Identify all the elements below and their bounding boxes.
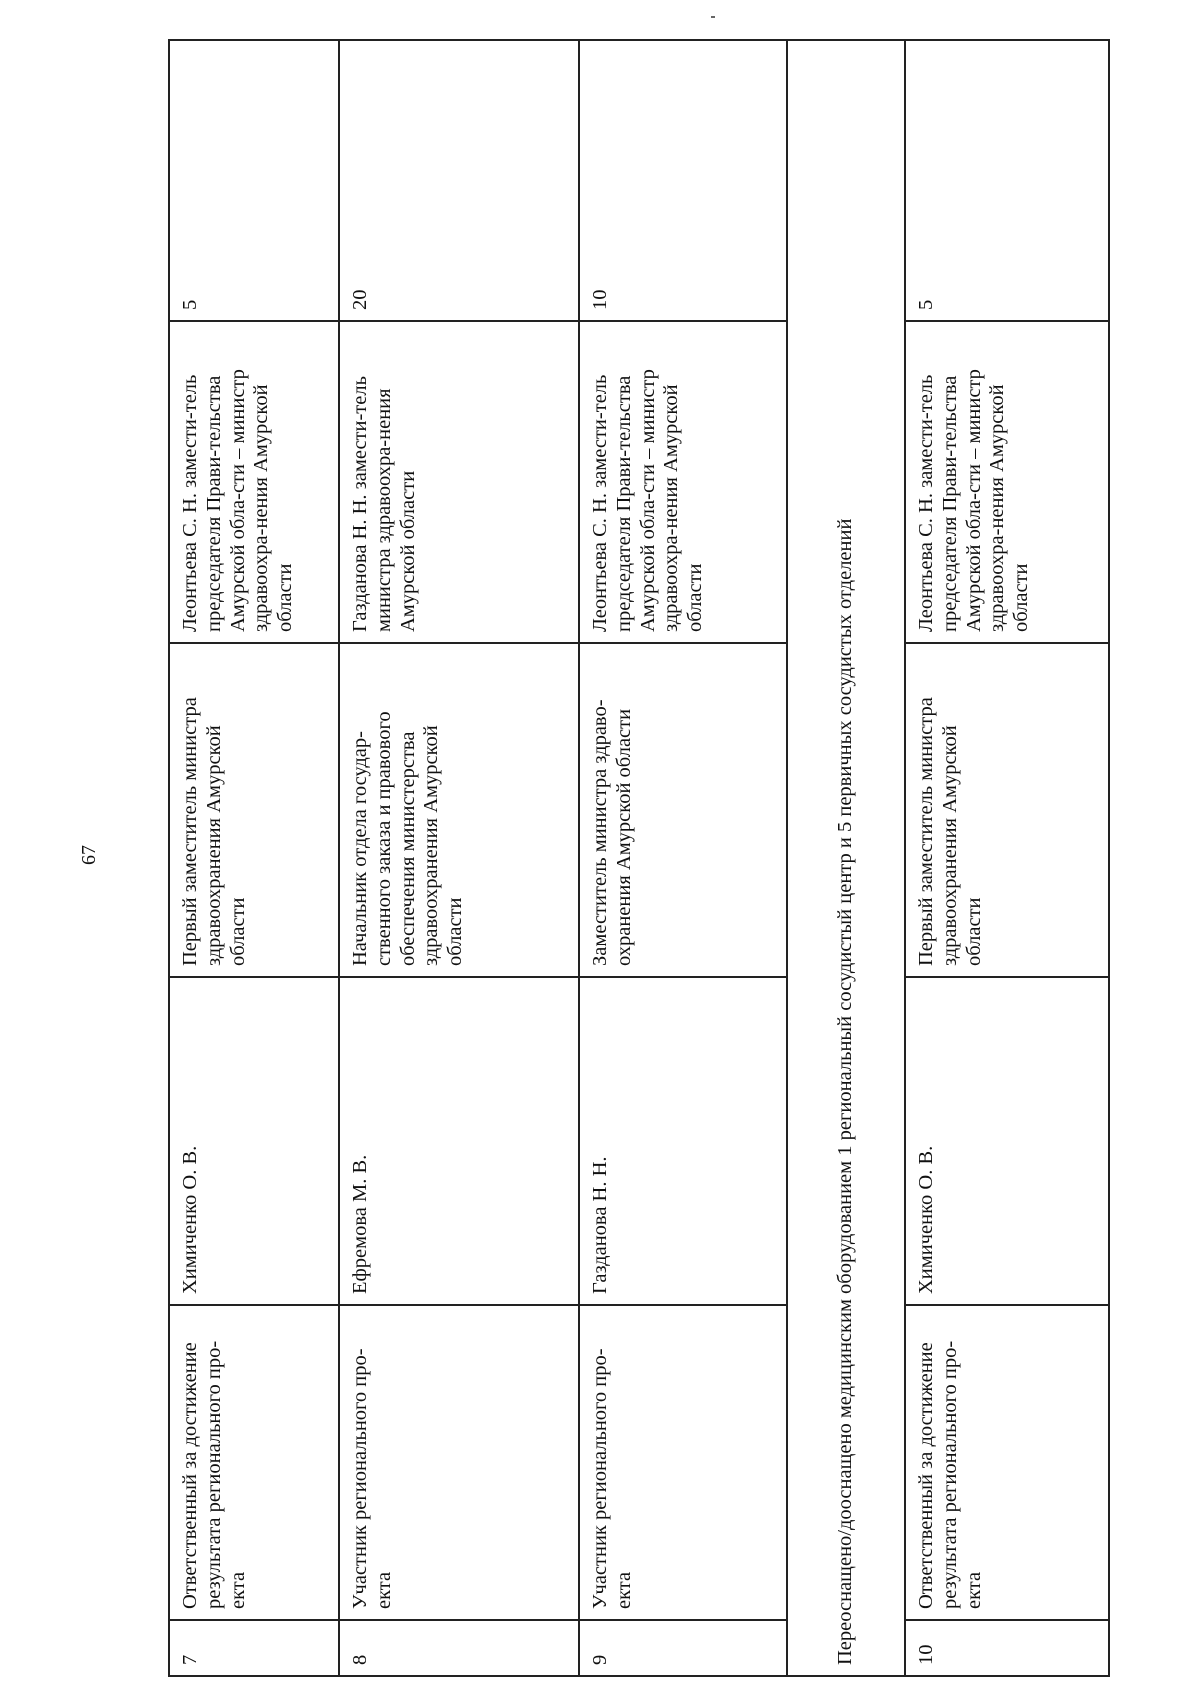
supervisor-cell: Леонтьева С. Н. замести-тель председателя Прави-тельства Амурской обла-сти – министр здравоохра-нения Амурской области bbox=[169, 321, 339, 643]
supervisor-cell: Газданова Н. Н. замести-тель министра здравоохра-нения Амурской области bbox=[339, 321, 579, 643]
position-cell: Первый заместитель министра здравоохранения Амурской области bbox=[169, 643, 339, 977]
supervisor-cell: Леонтьева С. Н. замести-тель председателя Прави-тельства Амурской обла-сти – министр здравоохра-нения Амурской области bbox=[905, 321, 1109, 643]
section-row bbox=[787, 40, 905, 1676]
row-number-cell: 7 bbox=[169, 1620, 339, 1676]
row-number-cell: 9 bbox=[579, 1620, 787, 1676]
name-cell: Химиченко О. В. bbox=[905, 977, 1109, 1305]
scan-speck bbox=[711, 16, 715, 18]
role-cell: Участник регионального про-екта bbox=[339, 1305, 579, 1620]
value-cell: 5 bbox=[905, 40, 1109, 321]
responsibility-table bbox=[168, 39, 1110, 1677]
value-cell: 10 bbox=[579, 40, 787, 321]
value-cell: 20 bbox=[339, 40, 579, 321]
table-row bbox=[579, 40, 787, 1676]
name-cell: Ефремова М. В. bbox=[339, 977, 579, 1305]
rotated-content bbox=[0, 19, 1200, 1691]
row-number-cell: 10 bbox=[905, 1620, 1109, 1676]
row-number-cell: 8 bbox=[339, 1620, 579, 1676]
name-cell: Химиченко О. В. bbox=[169, 977, 339, 1305]
name-cell: Газданова Н. Н. bbox=[579, 977, 787, 1305]
section-title: Переоснащено/дооснащено медицинским оборудованием 1 региональный сосудистый центр и 5 первичных сосудистых отделений bbox=[787, 40, 905, 1676]
table-row bbox=[339, 40, 579, 1676]
page-number: 67 bbox=[78, 845, 100, 865]
table-row bbox=[905, 40, 1109, 1676]
role-cell: Участник регионального про-екта bbox=[579, 1305, 787, 1620]
table-row bbox=[169, 40, 339, 1676]
position-cell: Первый заместитель министра здравоохранения Амурской области bbox=[905, 643, 1109, 977]
role-cell: Ответственный за достижение результата регионального про-екта bbox=[905, 1305, 1109, 1620]
position-cell: Начальник отдела государ-ственного заказа и правового обеспечения министерства здравоохранения Амурской области bbox=[339, 643, 579, 977]
supervisor-cell: Леонтьева С. Н. замести-тель председателя Прави-тельства Амурской обла-сти – министр здравоохра-нения Амурской области bbox=[579, 321, 787, 643]
value-cell: 5 bbox=[169, 40, 339, 321]
position-cell: Заместитель министра здраво-охранения Амурской области bbox=[579, 643, 787, 977]
role-cell: Ответственный за достижение результата регионального про-екта bbox=[169, 1305, 339, 1620]
